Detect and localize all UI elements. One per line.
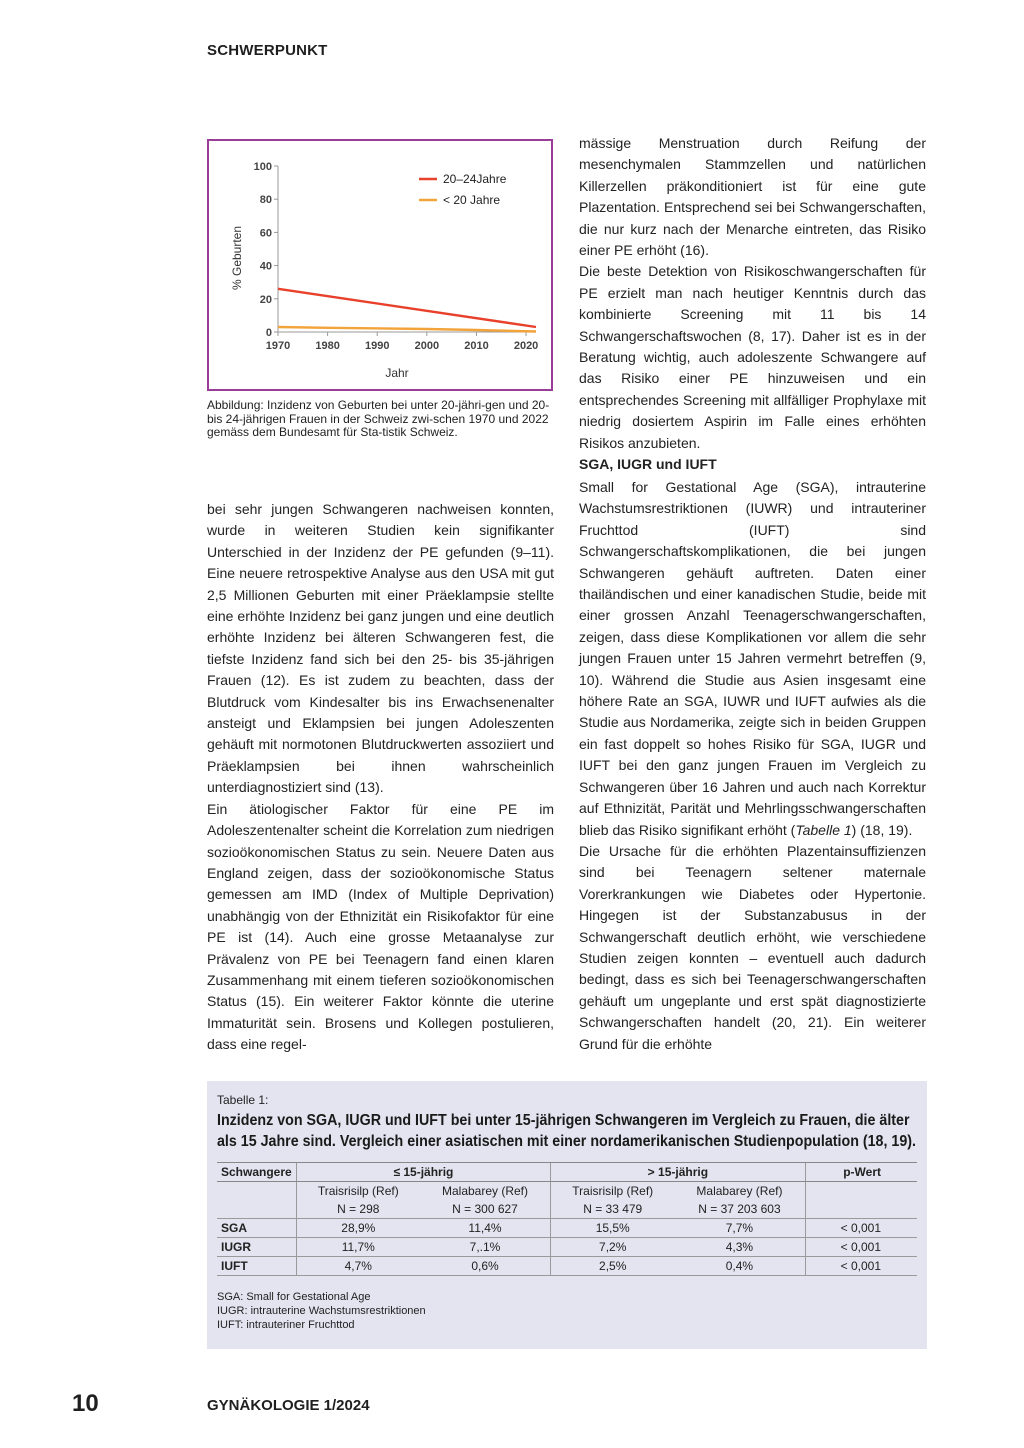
table-reference: Tabelle 1 — [795, 821, 852, 838]
cell: 7,2% — [551, 1238, 675, 1257]
figure-caption: Abbildung: Inzidenz von Geburten bei unter 20-jähri-gen und 20- bis 24-jährigen Frauen in der Schweiz zwi-schen 1970 und 2022 gemäss dem Bundesamt für Sta-tistik Schweiz. — [207, 398, 550, 440]
page-number: 10 — [72, 1390, 99, 1417]
cell: Traisrisilp (Ref) — [551, 1182, 675, 1201]
x-tick-label: 2000 — [414, 340, 440, 352]
table-panel — [207, 1081, 927, 1349]
text-column-right-bottom — [579, 477, 926, 1055]
cell: < 0,001 — [805, 1238, 917, 1257]
y-tick-label: 100 — [253, 161, 272, 173]
table-row — [217, 1219, 917, 1238]
y-tick-label: 80 — [259, 194, 272, 207]
x-tick-label: 1980 — [315, 340, 340, 352]
series-line-age-20-24 — [278, 289, 536, 327]
table-row — [217, 1238, 917, 1257]
x-tick-label: 2020 — [513, 340, 539, 352]
cell: N = 33 479 — [551, 1200, 675, 1219]
cell — [805, 1200, 917, 1219]
y-tick-label: 60 — [259, 227, 272, 240]
cell: Traisrisilp (Ref) — [296, 1182, 420, 1201]
cell: 11,7% — [296, 1238, 420, 1257]
legend-label: < 20 Jahre — [443, 193, 501, 207]
cell: Malabarey (Ref) — [696, 1184, 783, 1198]
table-note: IUGR: intrauterine Wachstumsrestriktionen — [217, 1305, 426, 1317]
paragraph: Die beste Detektion von Risikoschwangerschaften für PE erzielt man nach heutiger Kenntnis durch das kombinierte Screening mit 11 bis 14 Schwangerschaftswochen (8, 17). Daher ist es in der Beratung wichtig, auch adoleszente Schwangere auf das Risiko einer PE hinzuweisen und ein entsprechendes Screening mit allfälliger Prophylaxe mit niedrig dosiertem Aspirin im Falle eines erhöhten Risikos anzubieten. — [579, 263, 926, 451]
cell — [217, 1200, 296, 1219]
text-run: ) (18, 19). — [851, 821, 913, 838]
paragraph: mässige Menstruation durch Reifung der mesenchymalen Stammzellen und natürlichen Killerzellen präkonditioniert ist für eine gute Plazentation. Entsprechend sei bei Schwangerschaften, die nur kurz nach der Menarche eintreten, das Risiko einer PE erhöht (16). — [579, 135, 926, 259]
cell: 0,6% — [420, 1257, 551, 1276]
x-tick-label: 1970 — [265, 340, 291, 352]
cell: 7,.1% — [420, 1238, 551, 1257]
data-table — [217, 1162, 917, 1276]
figure-chart — [207, 139, 553, 391]
table-note: SGA: Small for Gestational Age — [217, 1291, 371, 1303]
y-tick-label: 0 — [265, 327, 272, 339]
cell: 7,7% — [674, 1219, 805, 1238]
journal-name: GYNÄKOLOGIE 1/2024 — [207, 1397, 370, 1414]
x-tick-label: 2010 — [464, 340, 489, 352]
row-label: IUGR — [217, 1238, 296, 1257]
cell — [217, 1182, 296, 1201]
table-label: Tabelle 1: — [217, 1093, 269, 1107]
cell: Malabarey (Ref) — [441, 1184, 529, 1198]
paragraph: Ein ätiologischer Faktor für eine PE im Adoleszentenalter scheint die Korrelation zum niedrigen sozioökonomischen Status zu sein. Neuere Daten aus England zeigen, dass der sozioökonomische Status gemessen am IMD (Index of Multiple Deprivation) unabhängig von der Ethnizität ein Risikofaktor für eine PE ist (14). Auch eine grosse Metaanalyse zur Prävalenz von PE bei Teenagern fand einen klaren Zusammenhang mit einem tieferen sozioökonomischen Status (15). Ein weiterer Faktor könnte die uterine Immaturität sein. Brosens und Kollegen postulieren, dass eine regel- — [207, 800, 554, 1053]
header-cell: > 15-jährig — [551, 1163, 805, 1182]
header-cell: p-Wert — [805, 1163, 917, 1182]
cell: N = 298 — [296, 1200, 420, 1219]
cell: 4,3% — [674, 1238, 805, 1257]
cell: < 0,001 — [805, 1257, 917, 1276]
cell: 28,9% — [296, 1219, 420, 1238]
x-axis-label: Jahr — [385, 366, 409, 380]
table-note: IUFT: intrauteriner Fruchttod — [217, 1319, 355, 1331]
cell — [805, 1182, 917, 1201]
table-subheader-row — [217, 1182, 917, 1201]
y-tick-label: 40 — [259, 260, 272, 273]
series-line-under-20 — [278, 327, 536, 332]
table-header-row — [217, 1163, 917, 1182]
cell: < 0,001 — [805, 1219, 917, 1238]
header-cell: Schwangere — [217, 1163, 296, 1182]
text-column-right-top — [579, 133, 926, 454]
header-cell: ≤ 15-jährig — [296, 1163, 550, 1182]
section-subheading: SGA, IUGR und IUFT — [579, 456, 717, 472]
y-axis — [254, 161, 278, 339]
row-label: IUFT — [217, 1257, 296, 1276]
cell: 2,5% — [551, 1257, 675, 1276]
y-axis-label: % Geburten — [230, 225, 244, 291]
paragraph: Die Ursache für die erhöhten Plazentainsuffizienzen sind bei Teenagern seltener maternale Vorerkrankungen wie Diabetes oder Hypertonie. Hingegen ist der Substanzabusus in der Schwangerschaft deutlich erhöht, wie verschiedene Studien zeigen konnten – eventuell auch dadurch bedingt, dass es sich bei Teenagerschwangerschaften gehäuft um ungeplante und erst spät diagnostizierte Schwangerschaften handelt (20, 21). Ein weiterer Grund für die erhöhte — [579, 842, 926, 1052]
table-title: Inzidenz von SGA, IUGR und IUFT bei unter 15-jährigen Schwangeren im Vergleich zu Frauen, die älter als 15 Jahre sind. Vergleich einer asiatischen mit einer nordamerikanischen Studienpopulation (18, 19). — [217, 1112, 916, 1150]
cell: 15,5% — [551, 1219, 675, 1238]
cell: 4,7% — [296, 1257, 420, 1276]
legend-label: 20–24Jahre — [443, 172, 507, 186]
cell: N = 37 203 603 — [698, 1202, 781, 1216]
text-run: Small for Gestational Age (SGA), intrauterine Wachstumsrestriktionen (IUWR) und intrauteriner Fruchttod (IUFT) sind Schwangerschaftskomplikationen, die bei jungen Schwangeren gehäuft auftreten. Daten einer thailändischen und einer kanadischen Studie, beide mit einer grossen Anzahl Teenagerschwangerschaften, zeigen, dass diese Komplikationen vor allem die sehr jungen Frauen unter 15 Jahren vermehrt betreffen (9, 10). Während die Studie aus Asien insgesamt eine höhere Rate an SGA, IUWR und IUFT aufwies als die Studie aus Nordamerika, zeigte sich in beiden Gruppen ein fast doppelt so hohes Risiko für SGA, IUGR und IUFT bei den ganz jungen Frauen im Vergleich zu Schwangeren über 16 Jahren und auch nach Korrektur auf Ethnizität, Parität und Mehrlingsschwangerschaften blieb das Risiko signifikant erhöht ( — [579, 479, 926, 838]
table-notes — [217, 1290, 917, 1332]
table-row — [217, 1257, 917, 1276]
text-column-left — [207, 499, 554, 1056]
row-label: SGA — [217, 1219, 296, 1238]
table-n-row — [217, 1200, 917, 1219]
y-tick-label: 20 — [259, 293, 272, 306]
chart-legend — [419, 172, 507, 207]
series-layer — [278, 289, 536, 332]
x-axis — [266, 332, 539, 352]
paragraph — [579, 477, 926, 841]
section-label: SCHWERPUNKT — [207, 42, 328, 59]
x-tick-label: 1990 — [364, 340, 390, 352]
cell: 11,4% — [420, 1219, 551, 1238]
cell: N = 300 627 — [452, 1202, 518, 1216]
cell: 0,4% — [674, 1257, 805, 1276]
paragraph: bei sehr jungen Schwangeren nachweisen konnten, wurde in weiteren Studien kein signifikanter Unterschied in der Inzidenz der PE gefunden (9–11). Eine neuere retrospektive Analyse aus den USA mit gut 2,5 Millionen Geburten mit einer Präeklampsie stellte eine erhöhte Inzidenz bei ganz jungen und eine deutlich erhöhte Inzidenz bei älteren Schwangeren fest, die tiefste Inzidenz fand sich bei den 25- bis 35-jährigen Frauen (12). Es ist zudem zu beachten, dass der Blutdruck vom Kindesalter bis ins Erwachsenenalter ansteigt und Eklampsien bei jungen Adoleszenten gehäuft mit normotonen Blutdruckwerten assoziiert und Präeklampsien bei ihnen wahrscheinlich unterdiagnostiziert sind (13). — [207, 501, 554, 796]
line-chart — [209, 141, 551, 389]
